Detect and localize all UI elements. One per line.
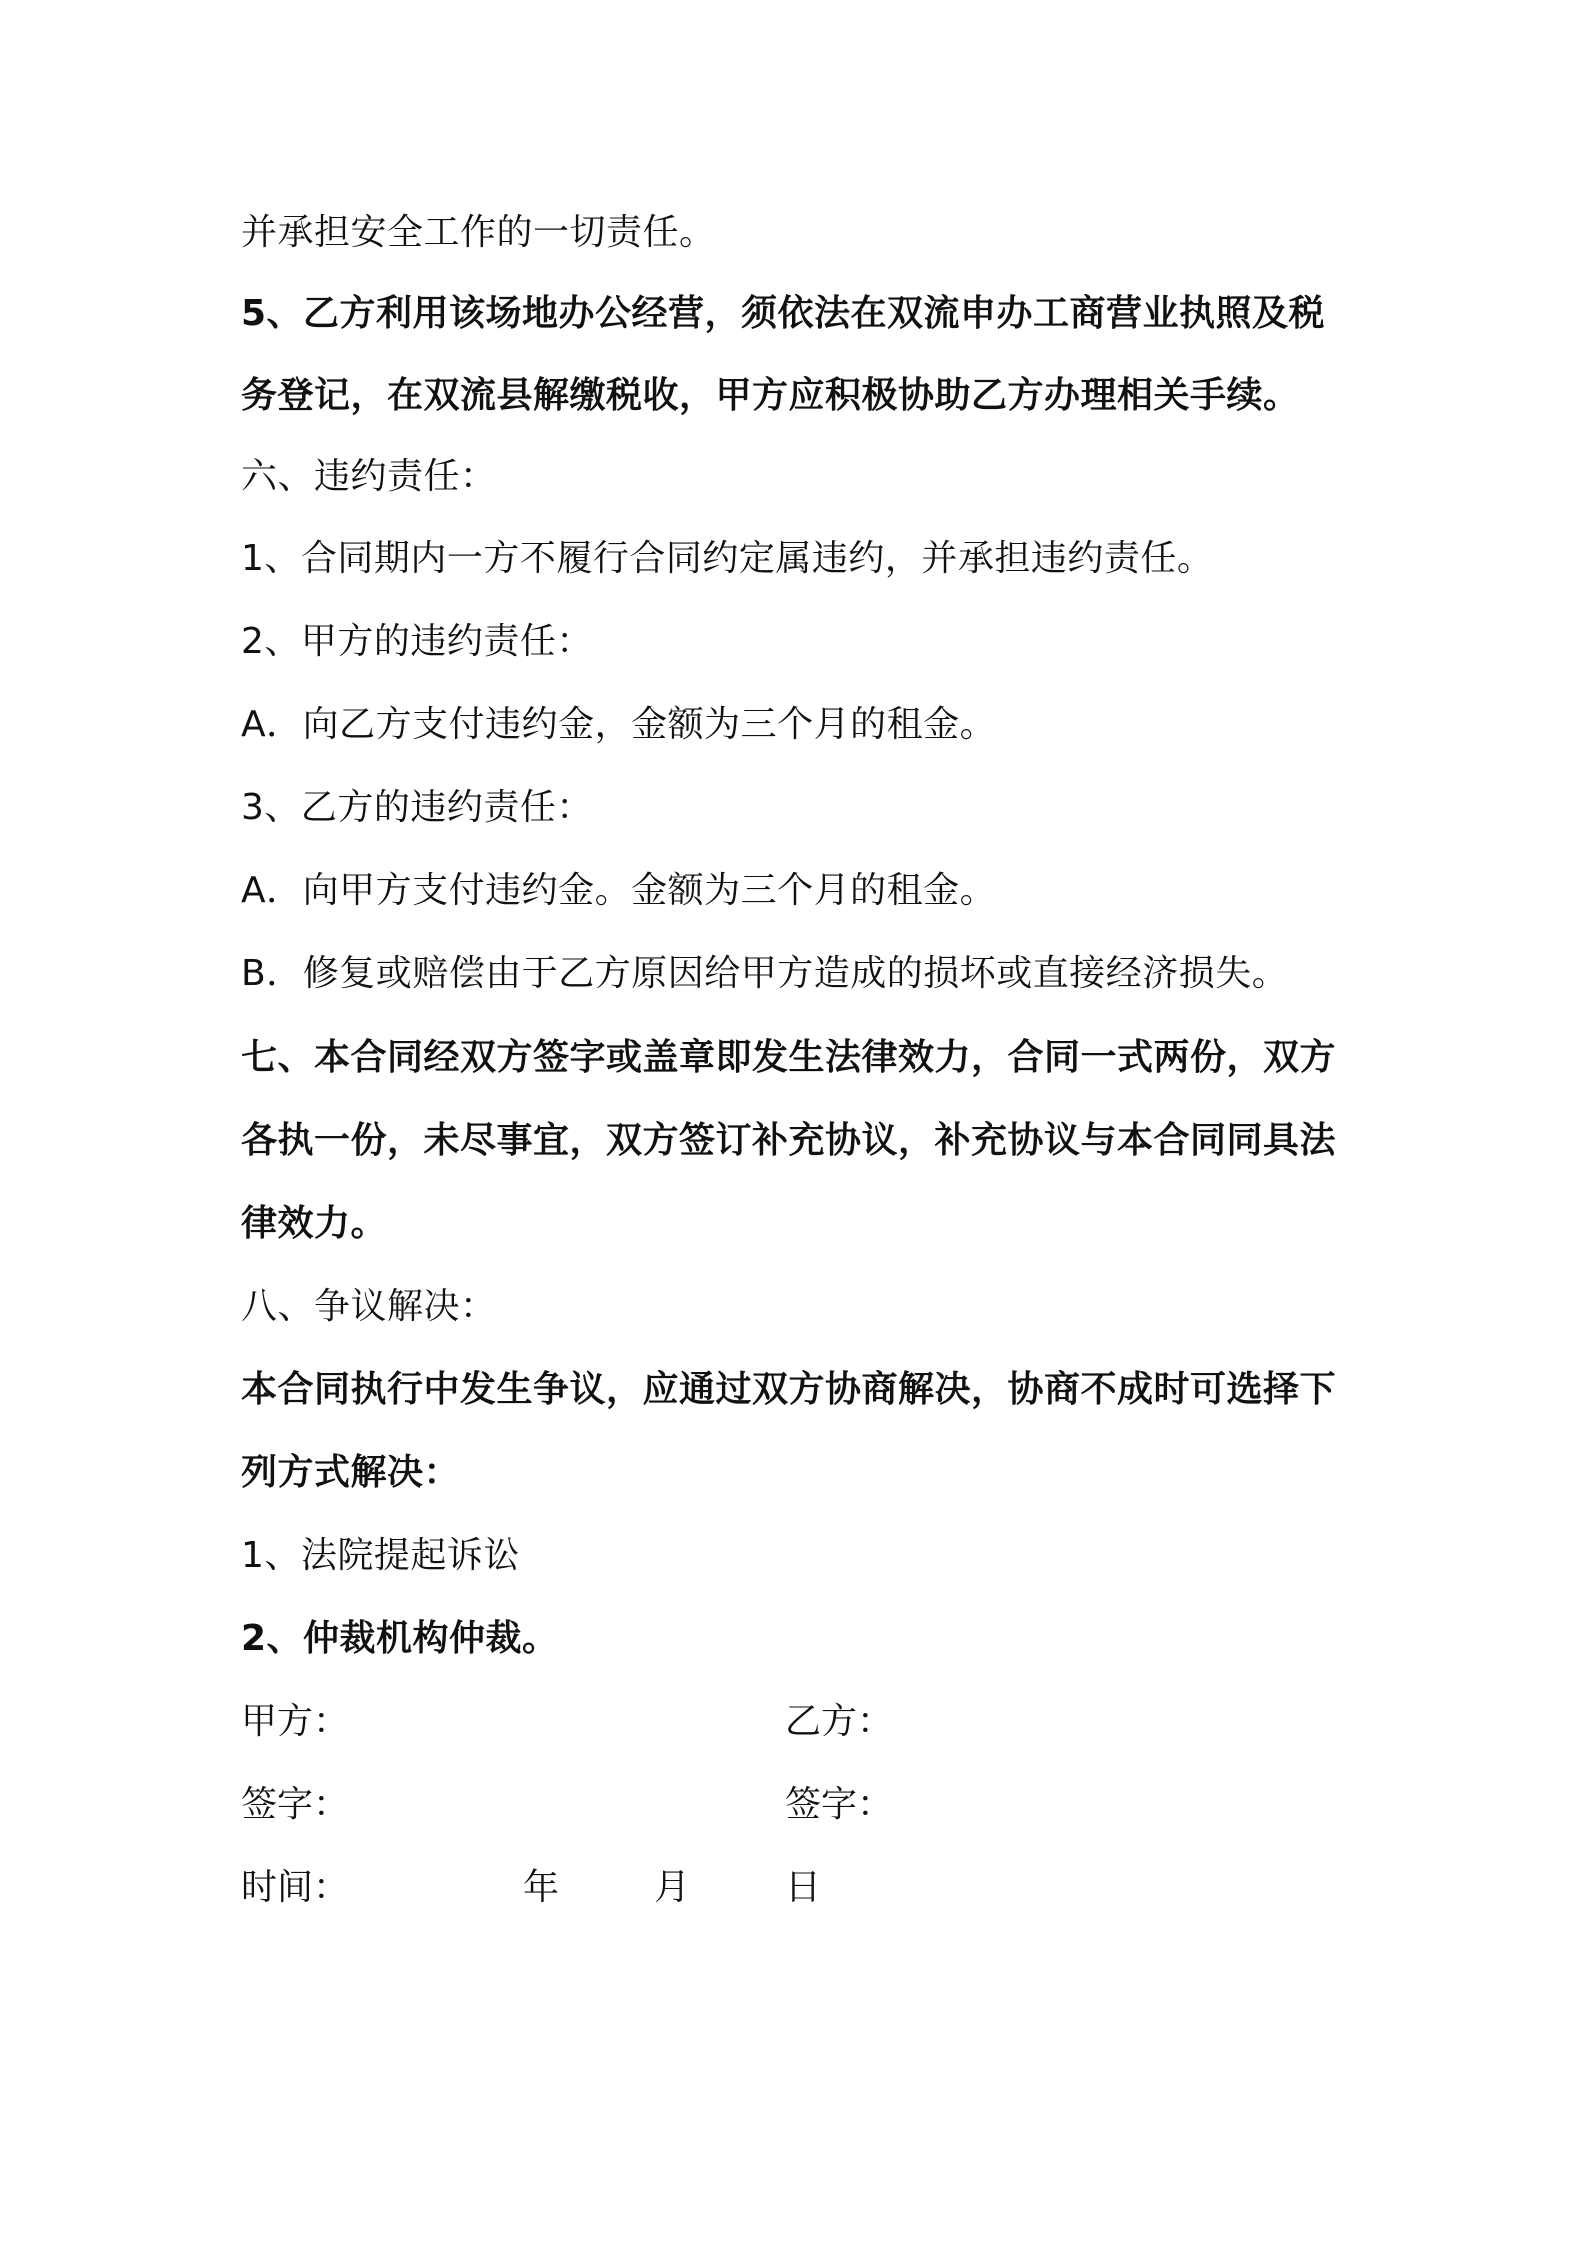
text-line: 律效力。 (241, 1203, 388, 1244)
sign-b-label: 签字： (785, 1784, 894, 1825)
text-line: 5、乙方利用该场地办公经营，须依法在双流申办工商营业执照及税 (241, 293, 1326, 334)
text-line: 务登记，在双流县解缴税收，甲方应积极协助乙方办理相关手续。 (241, 375, 1300, 416)
text-line: 列方式解决： (241, 1452, 461, 1493)
text-line: B．修复或赔偿由于乙方原因给甲方造成的损坏或直接经济损失。 (241, 953, 1289, 994)
party-a-label: 甲方： (241, 1701, 350, 1742)
text-line: 3、乙方的违约责任： (241, 787, 593, 828)
text-line: 本合同执行中发生争议，应通过双方协商解决，协商不成时可选择下 (241, 1369, 1337, 1410)
party-b-label: 乙方： (785, 1701, 894, 1742)
year-label: 年 (523, 1867, 560, 1908)
text-line: A．向乙方支付违约金，金额为三个月的租金。 (241, 704, 997, 745)
text-line: 1、法院提起诉讼 (241, 1535, 520, 1576)
text-line: 并承担安全工作的一切责任。 (241, 212, 716, 253)
section-heading: 八、争议解决： (241, 1286, 497, 1327)
section-heading: 七、本合同经双方签字或盖章即发生法律效力，合同一式两份，双方 (241, 1037, 1337, 1078)
text-line: A．向甲方支付违约金。金额为三个月的租金。 (241, 870, 997, 911)
text-line: 2、仲裁机构仲裁。 (241, 1618, 559, 1659)
text-line: 2、甲方的违约责任： (241, 621, 593, 662)
day-label: 日 (785, 1867, 822, 1908)
section-heading: 六、违约责任： (241, 456, 497, 497)
sign-a-label: 签字： (241, 1784, 350, 1825)
time-label: 时间： (241, 1867, 350, 1908)
text-line: 各执一份，未尽事宜，双方签订补充协议，补充协议与本合同同具法 (241, 1120, 1337, 1161)
month-label: 月 (654, 1867, 691, 1908)
text-line: 1、合同期内一方不履行合同约定属违约，并承担违约责任。 (241, 538, 1214, 579)
